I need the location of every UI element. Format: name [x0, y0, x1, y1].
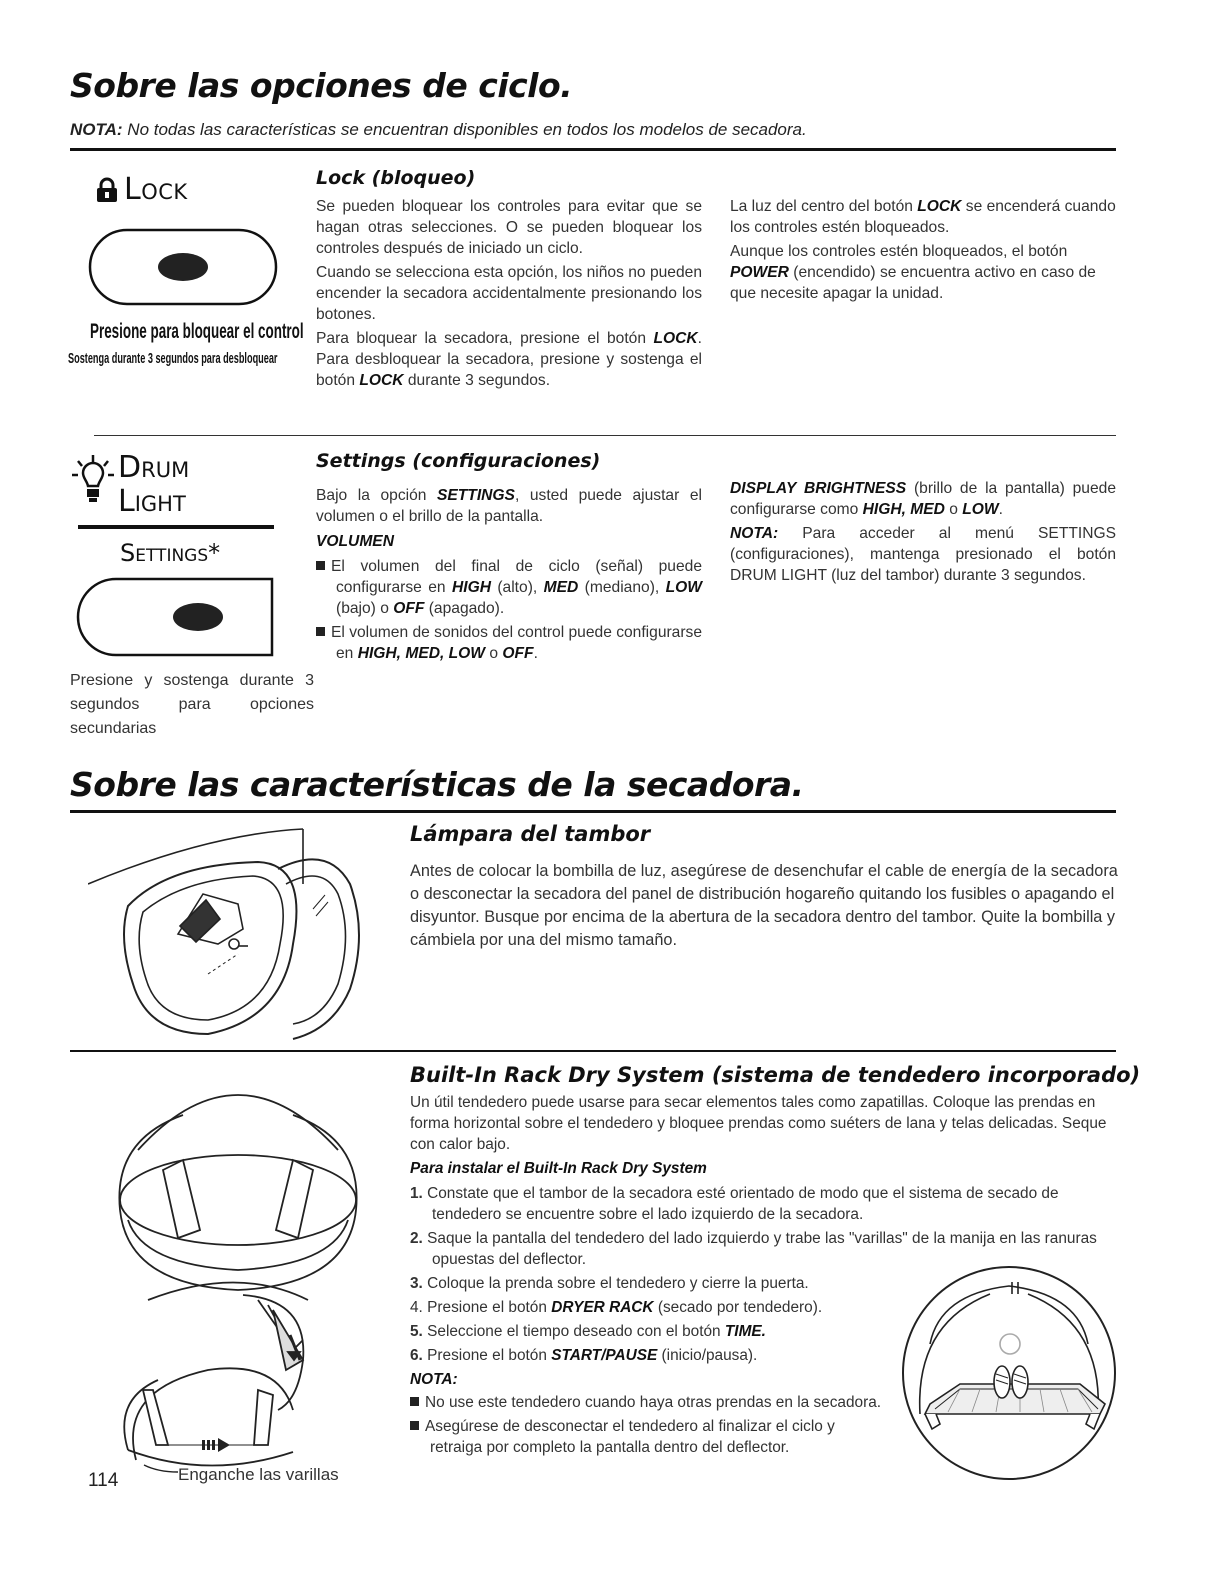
note-label: NOTA:: [70, 120, 123, 139]
lock-r1: La luz del centro del botón LOCK se encenderá cuando los controles estén bloqueados.: [730, 198, 1116, 236]
drum-panel: [70, 445, 315, 745]
lock-r2: Aunque los controles estén bloqueados, el botón POWER (encendido) se encuentra activo en caso de que necesite apagar la unidad.: [730, 243, 1096, 302]
rack-nota: NOTA:: [410, 1371, 458, 1388]
lock-p2: Cuando se selecciona esta opción, los niños no pueden encender la secadora accidentalmente presionando los botones.: [316, 264, 702, 323]
drum-settings-rule: [78, 525, 274, 529]
lock-p3: Para bloquear la secadora, presione el botón LOCK. Para desbloquear la secadora, presione y sostenga el botón LOCK durante 3 segundos.: [316, 330, 702, 389]
volume-bullet-1: El volumen del final de ciclo (señal) puede configurarse en HIGH (alto), MED (mediano), LOW (bajo) o OFF (apagado).: [316, 556, 702, 619]
rack-note-2: Asegúrese de desconectar el tendedero al finalizar el ciclo y retraiga por completo la pantalla dentro del deflector.: [410, 1416, 890, 1458]
lock-heading: Lock (bloqueo): [316, 167, 476, 189]
note-text: No todas las características se encuentran disponibles en todos los modelos de secadora.: [122, 120, 807, 139]
drum-button-shape: [76, 577, 276, 657]
lock-hold-caption: Sostenga durante 3 segundos para desbloquear: [68, 350, 278, 367]
page-number: 114: [88, 1470, 119, 1491]
section2-rule: [70, 810, 1116, 813]
settings-label: Settings*: [120, 539, 221, 567]
drum-label: [118, 451, 189, 519]
rack-heading: Built-In Rack Dry System (sistema de tendedero incorporado): [410, 1063, 1141, 1087]
lock-body: [316, 196, 702, 394]
step-6: 6. Presione el botón START/PAUSE (inicio/pausa).: [410, 1347, 758, 1364]
lock-button[interactable]: [88, 228, 278, 306]
padlock-icon: [96, 177, 118, 203]
volumen-heading: VOLUMEN: [316, 533, 394, 550]
install-heading: Para instalar el Built-In Rack Dry System: [410, 1160, 707, 1177]
lock-label: [96, 172, 188, 207]
lock-panel: [68, 160, 308, 425]
shoes-on-rack-illustration: [900, 1264, 1118, 1482]
drum-label-line1: Drum: [118, 450, 190, 485]
lock-p1: Se pueden bloquear los controles para evitar que se hagan otras selecciones. O se pueden bloquear los controles después de iniciado un ciclo.: [316, 198, 702, 257]
lock-right-body: [730, 196, 1116, 307]
settings-right-body: [730, 478, 1116, 589]
drum-light-button[interactable]: [76, 577, 276, 657]
section1-rule: [70, 148, 1116, 151]
rack-steps-narrow: [410, 1273, 890, 1458]
lightbulb-icon: [70, 453, 116, 509]
section2-title: Sobre las características de la secadora.: [70, 765, 804, 804]
settings-p1: Bajo la opción SETTINGS, usted puede ajustar el volumen o el brillo de la pantalla.: [316, 487, 702, 525]
lock-label-text: Lock: [124, 172, 188, 207]
settings-body: [316, 485, 702, 667]
display-brightness-text: DISPLAY BRIGHTNESS (brillo de la pantalla) puede configurarse como HIGH, MED o LOW.: [730, 480, 1116, 518]
drum-label-line2: Light: [118, 484, 186, 519]
settings-heading: Settings (configuraciones): [316, 450, 601, 472]
lock-divider: [94, 435, 1116, 436]
drum-lamp-illustration: [88, 824, 388, 1044]
lock-press-caption: Presione para bloquear el control: [90, 320, 304, 343]
section1-note: [70, 120, 807, 140]
section1-title: Sobre las opciones de ciclo.: [70, 66, 573, 105]
drum-caption: Presione y sostenga durante 3 segundos para opciones secundarias: [70, 672, 314, 737]
lamp-heading: Lámpara del tambor: [410, 822, 651, 846]
dryer-rack-illustration: [108, 1060, 368, 1480]
step-5: 5. Seleccione el tiempo deseado con el botón TIME.: [410, 1323, 766, 1340]
lamp-divider: [70, 1050, 1116, 1052]
volume-bullet-2: El volumen de sonidos del control puede configurarse en HIGH, MED, LOW o OFF.: [316, 622, 702, 664]
lamp-text: Antes de colocar la bombilla de luz, asegúrese de desenchufar el cable de energía de la secadora o desconectar la secadora del panel de distribución hogareño quitando los fusibles o apagando el disyuntor. Busque por encima de la abertura de la secadora dentro del tambor. Quite la bombilla y cámbiela por una del mismo tamaño.: [410, 862, 1118, 949]
settings-nota: NOTA: Para acceder al menú SETTINGS (configuraciones), mantenga presionado el botón DRUM LIGHT (luz del tambor) durante 3 segundos.: [730, 525, 1116, 584]
rack-intro: Un útil tendedero puede usarse para secar elementos tales como zapatillas. Coloque las prendas en forma horizontal sobre el tendedero y bloquee prendas como suéters de lana y telas delicadas. Seque con calor bajo.: [410, 1094, 1107, 1153]
lock-button-shape: [88, 228, 278, 306]
step-3: 3. Coloque la prenda sobre el tendedero y cierre la puerta.: [410, 1275, 809, 1292]
step-1: 1. Constate que el tambor de la secadora esté orientado de modo que el sistema de secado de tendedero se encuentre sobre el lado izquierdo de la secadora.: [410, 1185, 1059, 1223]
step-2: 2. Saque la pantalla del tendedero del lado izquierdo y trabe las "varillas" de la manija en las ranuras opuestas del deflector.: [410, 1230, 1097, 1268]
rack-note-1: No use este tendedero cuando haya otras prendas en la secadora.: [410, 1392, 890, 1413]
hook-caption: Enganche las varillas: [178, 1465, 339, 1484]
step-4: 4. Presione el botón DRYER RACK (secado por tendedero).: [410, 1299, 823, 1316]
